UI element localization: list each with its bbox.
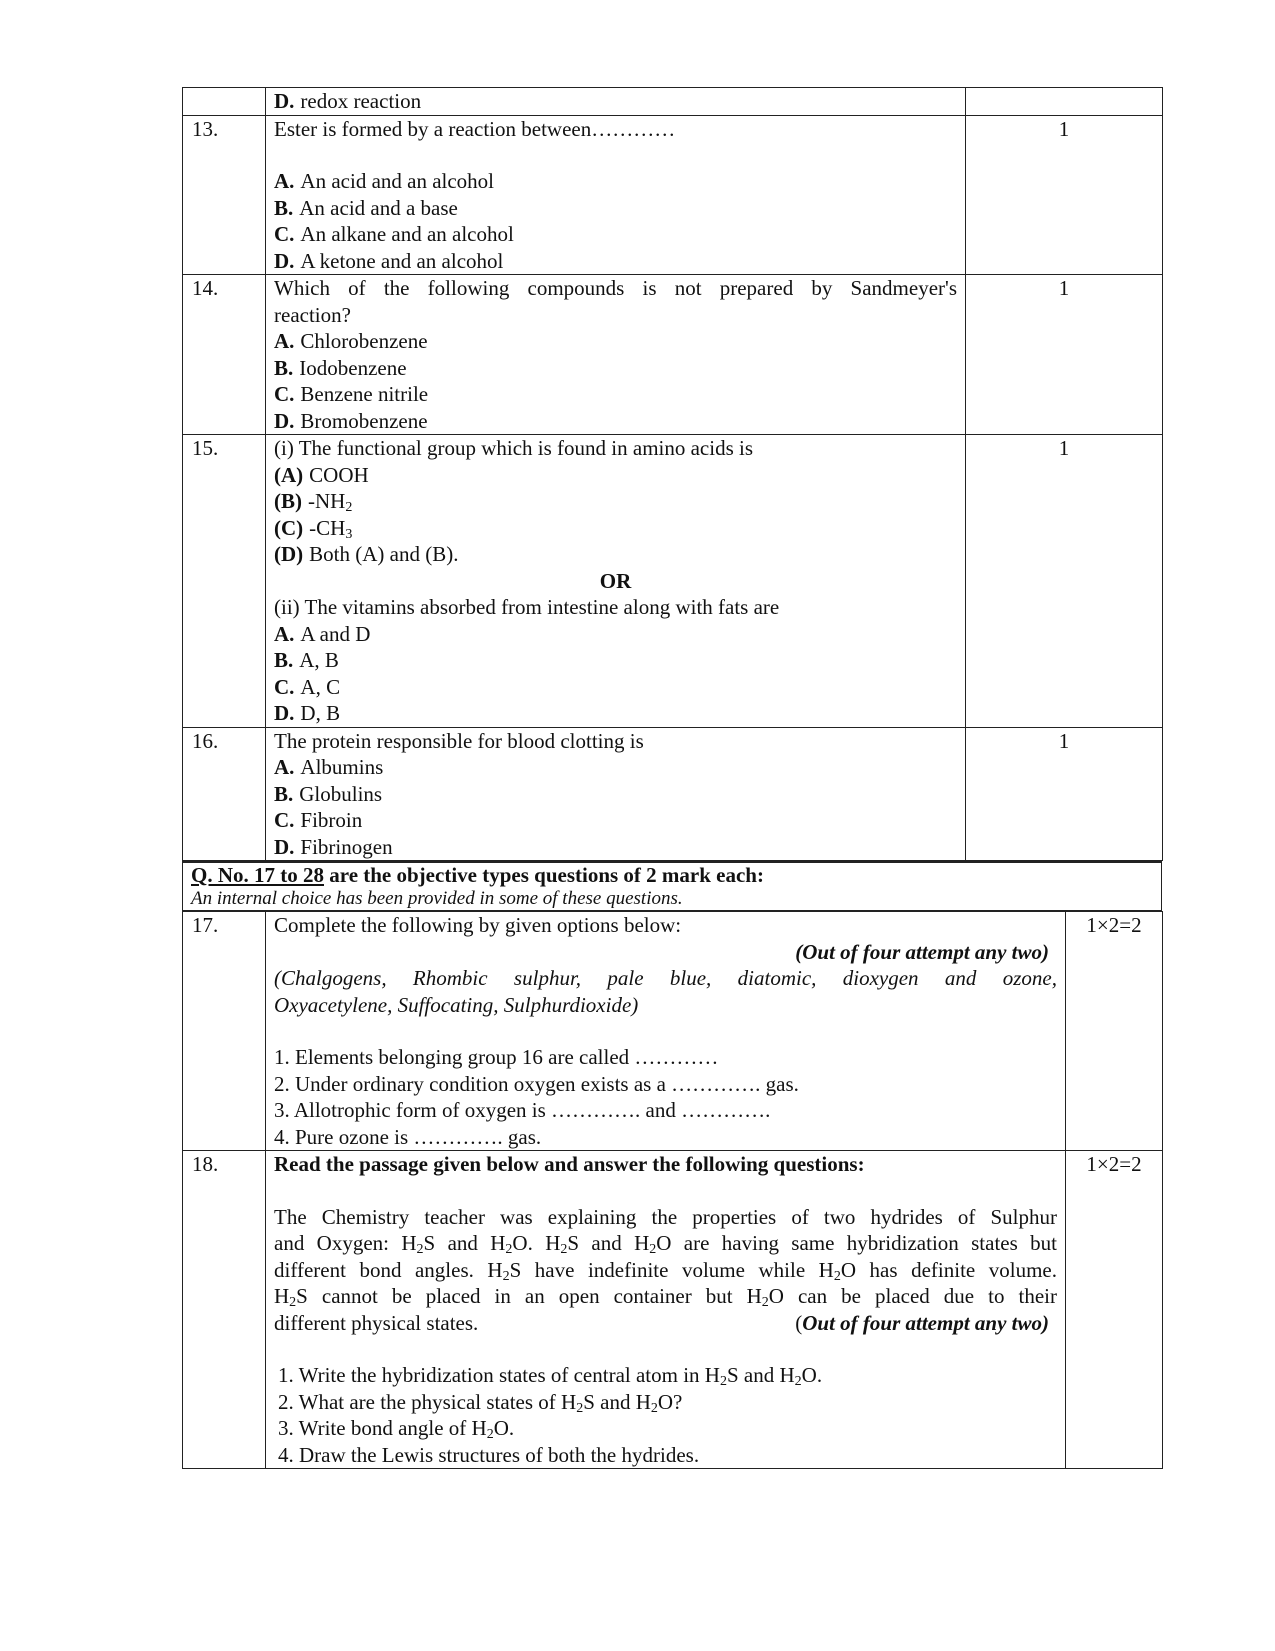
marks-cell: 1	[966, 275, 1163, 435]
option-text: A ketone and an alcohol	[300, 248, 504, 273]
option-label: A.	[274, 169, 295, 193]
attempt-instruction: (Out of four attempt any two)	[795, 1310, 1049, 1335]
question-body	[266, 727, 966, 861]
marks-cell: 1×2=2	[1066, 1151, 1163, 1469]
option-text: Both (A) and (B).	[309, 542, 459, 566]
question-stem-alt: (ii) The vitamins absorbed from intestine along with fats are	[274, 595, 780, 619]
fill-blank-item: 2. Under ordinary condition oxygen exists as a …………. gas.	[274, 1071, 799, 1096]
option-label: B.	[274, 648, 294, 672]
option-text: COOH	[309, 462, 369, 487]
option-text: An acid and a base	[299, 195, 458, 220]
passage-line: $H_2S$ cannot be placed in an open container but $H_2O$ can be placed due to their	[274, 1284, 1057, 1310]
subscript: 3	[345, 526, 353, 542]
marks-cell: 1×2=2	[1066, 912, 1163, 1151]
passage-line: The Chemistry teacher was explaining the properties of two hydrides of Sulphur	[274, 1204, 1057, 1229]
option-label: D.	[274, 834, 295, 859]
option-text: A, C	[300, 674, 341, 699]
option-label: B.	[274, 781, 294, 806]
questions-table-1	[182, 87, 1163, 861]
option-text: redox reaction	[300, 89, 422, 113]
option-label: A.	[274, 755, 295, 779]
option-text: -CH	[309, 515, 346, 540]
option-text: A, B	[299, 648, 339, 672]
option-label: C.	[274, 222, 295, 246]
option-label: (C)	[274, 515, 304, 540]
table-row	[183, 862, 1162, 911]
section-note: An internal choice has been provided in some of these questions.	[191, 888, 683, 909]
option-text: Albumins	[300, 755, 384, 779]
option-text: D, B	[300, 701, 341, 725]
option-text: Bromobenzene	[300, 408, 428, 433]
marks-cell: 1	[966, 727, 1163, 861]
questions-table-2	[182, 911, 1163, 1469]
table-row	[183, 88, 1163, 116]
table-row	[183, 115, 1163, 275]
sub-question: 4. Draw the Lewis structures of both the hydrides.	[278, 1442, 700, 1467]
question-body	[266, 912, 1066, 1151]
marks-cell: 1	[966, 115, 1163, 275]
option-label: D.	[274, 408, 295, 433]
option-label: D.	[274, 89, 295, 113]
option-label: C.	[274, 674, 295, 699]
question-stem: Complete the following by given options below:	[274, 913, 682, 937]
question-stem: Read the passage given below and answer the following questions:	[274, 1152, 865, 1176]
passage-line: different physical states. (Out of four attempt any two)	[274, 1310, 1049, 1335]
table-row	[183, 435, 1163, 728]
question-number: 17.	[183, 912, 266, 1151]
option-text: An alkane and an alcohol	[300, 222, 514, 246]
question-body	[266, 88, 966, 116]
option-text: Globulins	[299, 781, 383, 806]
option-label: A.	[274, 621, 295, 646]
option-label: (B)	[274, 489, 302, 513]
question-paper	[182, 87, 1162, 1469]
section-range: Q. No. 17 to 28	[191, 863, 324, 887]
option-label: A.	[274, 329, 295, 353]
word-bank: (Chalgogens, Rhombic sulphur, pale blue, diatomic, dioxygen and ozone,	[274, 966, 1057, 990]
option-text: Iodobenzene	[299, 355, 407, 380]
option-text: An acid and an alcohol	[300, 169, 495, 193]
section-title-rest: are the objective types questions of 2 mark each:	[324, 863, 764, 887]
option-text: A and D	[300, 621, 371, 646]
question-number: 14.	[183, 275, 266, 435]
sub-question: 3. Write bond angle of $H_2O$.	[278, 1416, 515, 1442]
option-label: (D)	[274, 542, 304, 566]
option-label: C.	[274, 808, 295, 832]
section-title	[191, 863, 1153, 888]
question-body	[266, 1151, 1066, 1469]
option-label: C.	[274, 382, 295, 406]
option-label: B.	[274, 195, 294, 220]
question-number: 15.	[183, 435, 266, 728]
table-row	[183, 275, 1163, 435]
question-body	[266, 115, 966, 275]
option-text: -NH	[308, 489, 346, 513]
question-number	[183, 88, 266, 116]
subscript: 2	[345, 500, 353, 515]
question-stem: Which of the following compounds is not prepared by Sandmeyer's	[274, 276, 957, 300]
table-row	[183, 1151, 1163, 1469]
sub-question: 2. What are the physical states of $H_2S$ and $H_2O$?	[278, 1389, 683, 1416]
option-label: D.	[274, 701, 295, 725]
question-number: 13.	[183, 115, 266, 275]
question-number: 18.	[183, 1151, 266, 1469]
question-body	[266, 275, 966, 435]
attempt-instruction: (Out of four attempt any two)	[795, 939, 1049, 964]
question-stem: (i) The functional group which is found in amino acids is	[274, 436, 754, 460]
fill-blank-item: 3. Allotrophic form of oxygen is …………. and ………….	[274, 1098, 771, 1122]
marks-cell: 1	[966, 435, 1163, 728]
question-stem-cont: reaction?	[274, 302, 351, 327]
word-bank-cont: Oxyacetylene, Suffocating, Sulphurdioxide)	[274, 992, 639, 1017]
table-row	[183, 727, 1163, 861]
option-text: Chlorobenzene	[300, 329, 428, 353]
option-text: Fibroin	[300, 808, 363, 832]
passage-line: different bond angles. $H_2S$ have indefinite volume while $H_2O$ has definite volume.	[274, 1257, 1057, 1284]
option-label: B.	[274, 355, 294, 380]
option-text: Benzene nitrile	[300, 382, 429, 406]
question-number: 16.	[183, 727, 266, 861]
option-label: D.	[274, 248, 295, 273]
table-row	[183, 912, 1163, 1151]
or-divider: OR	[599, 568, 632, 593]
sub-question: 1. Write the hybridization states of central atom in $H_2S$ and $H_2O$.	[278, 1363, 823, 1389]
marks-cell	[966, 88, 1163, 116]
option-text: Fibrinogen	[300, 834, 393, 859]
section-header	[182, 861, 1162, 911]
option-label: (A)	[274, 462, 304, 487]
fill-blank-item: 4. Pure ozone is …………. gas.	[274, 1124, 542, 1149]
question-stem: The protein responsible for blood clotting is	[274, 728, 644, 753]
question-stem: Ester is formed by a reaction between…………	[274, 116, 676, 141]
question-body	[266, 435, 966, 728]
fill-blank-item: 1. Elements belonging group 16 are called …………	[274, 1045, 719, 1069]
passage-line: and Oxygen: $H_2S$ and $H_2O$. $H_2S$ and $H_2O$ are having same hybridization states but	[274, 1231, 1057, 1257]
